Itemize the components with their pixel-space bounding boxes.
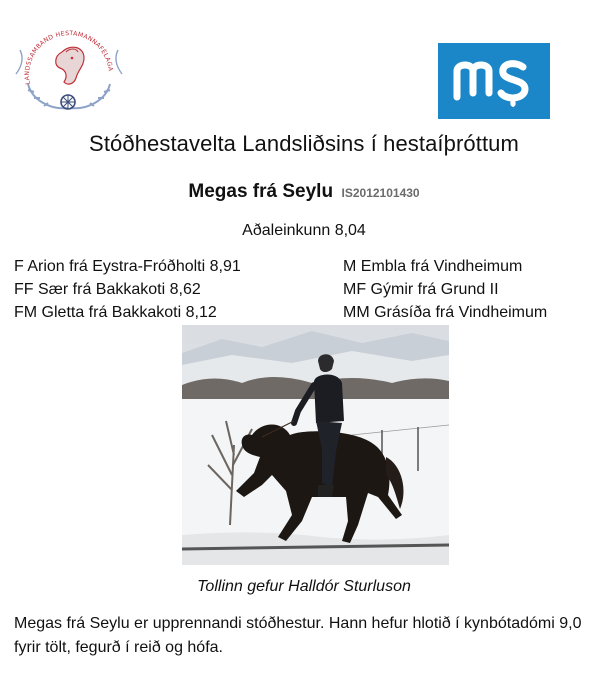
pedigree-sire-sire: FF Sær frá Bakkakoti 8,62 [14,281,201,298]
horse-heading [0,181,608,203]
horse-name: Megas frá Seylu [188,181,334,202]
pedigree-dam-side [343,255,547,324]
horse-id: IS2012101430 [341,186,420,200]
page-title: Stóðhestavelta Landsliðsins í hestaíþróttum [89,131,519,156]
pedigree-dam-sire: MF Gýmir frá Grund II [343,281,499,298]
overall-score: Aðaleinkunn 8,04 [242,222,366,239]
pedigree-sire-dam: FM Gletta frá Bakkakoti 8,12 [14,304,217,321]
pedigree-dam: M Embla frá Vindheimum [343,258,523,275]
ms-logo [438,43,550,119]
horse-description: Megas frá Seylu er upprennandi stóðhestur. Hann hefur hlotið í kynbótadómi 9,0 fyrir tölt, fegurð í reið og hófa. [14,615,582,656]
pedigree-dam-dam: MM Grásíða frá Vindheimum [343,304,548,321]
pedigree-sire: F Arion frá Eystra-Fróðholti 8,91 [14,258,241,275]
pedigree-sire-side [14,255,241,324]
landssamband-logo [10,22,128,122]
photo-caption: Tollinn gefur Halldór Sturluson [197,578,411,595]
ms-logo-icon [451,53,537,109]
horse-photo [182,325,449,565]
svg-text:LANDSSAMBAND HESTAMANNAFÉLAGA: LANDSSAMBAND HESTAMANNAFÉLAGA [23,30,114,85]
